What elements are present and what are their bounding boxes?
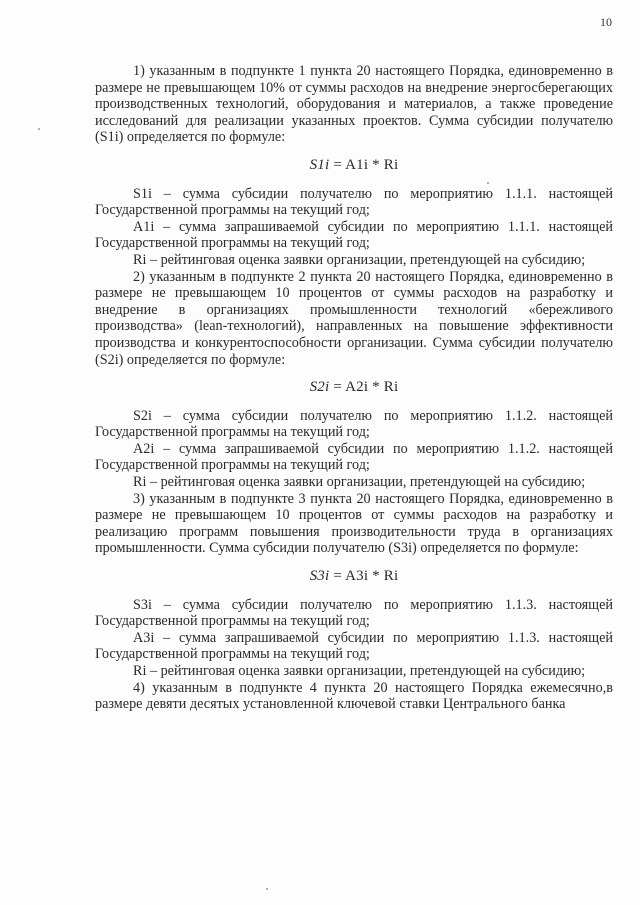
formula-s3-symbol: S3i [309,568,330,585]
definition-a1i: A1i – сумма запрашиваемой субсидии по мероприятию 1.1.1. настоящей Государственной программы на текущий год; [95,218,613,252]
definition-a3i: A3i – сумма запрашиваемой субсидии по мероприятию 1.1.3. настоящей Государственной программы на текущий год; [95,629,613,663]
scan-speck [38,128,40,130]
definition-a2i: A2i – сумма запрашиваемой субсидии по мероприятию 1.1.2. настоящей Государственной программы на текущий год; [95,440,613,474]
definition-ri-3: Ri – рейтинговая оценка заявки организации, претендующей на субсидию; [133,663,586,679]
definition-ri-1: Ri – рейтинговая оценка заявки организации, претендующей на субсидию; [133,251,586,268]
formula-s2 [95,379,613,396]
formula-s2-rhs: = A2i * Ri [329,379,399,396]
definition-s2i: S2i – сумма субсидии получателю по мероприятию 1.1.2. настоящей Государственной программы на текущий год; [95,407,613,441]
paragraph-item-3: 3) указанным в подпункте 3 пункта 20 настоящего Порядка, единовременно в размере не превышающем 10 процентов от суммы расходов на разработку и реализацию программ повышения производительности труда в организациях промышленности. Сумма субсидии получателю (S3i) определяется по формуле: [95,490,613,557]
definition-s3i: S3i – сумма субсидии получателю по мероприятию 1.1.3. настоящей Государственной программы на текущий год; [95,596,613,630]
formula-s1-rhs: = A1i * Ri [329,156,399,173]
formula-s2-symbol: S2i [309,379,330,396]
paragraph-item-2: 2) указанным в подпункте 2 пункта 20 настоящего Порядка, единовременно в размере не превышающем 10 процентов от суммы расходов на разработку и внедрение в организациях промышленности технологий «бережливого производства» (lean-технологий), направленных на повышение эффективности производства и конкурентоспособности организации. Сумма субсидии получателю (S2i) определяется по формуле: [95,268,613,368]
scan-speck [266,888,268,890]
page-number: 10 [600,15,612,29]
definition-s1i: S1i – сумма субсидии получателю по мероприятию 1.1.1. настоящей Государственной программы на текущий год; [95,185,613,219]
formula-s3-rhs: = A3i * Ri [329,568,399,585]
paragraph-item-4: 4) указанным в подпункте 4 пункта 20 настоящего Порядка ежемесячно,в размере девяти десятых установленной ключевой ставки Центрального банка [95,679,613,713]
definition-ri-2: Ri – рейтинговая оценка заявки организации, претендующей на субсидию; [133,474,586,491]
formula-s3 [95,568,613,585]
document-body [95,63,613,713]
formula-s1-symbol: S1i [309,156,330,173]
formula-s1 [95,157,613,174]
paragraph-item-1: 1) указанным в подпункте 1 пункта 20 настоящего Порядка, единовременно в размере не превышающем 10% от суммы расходов на внедрение энергосберегающих производственных технологий, оборудования и материалов, а также проведение исследований для реализации указанных проектов. Сумма субсидии получателю (S1i) определяется по формуле: [95,63,613,146]
